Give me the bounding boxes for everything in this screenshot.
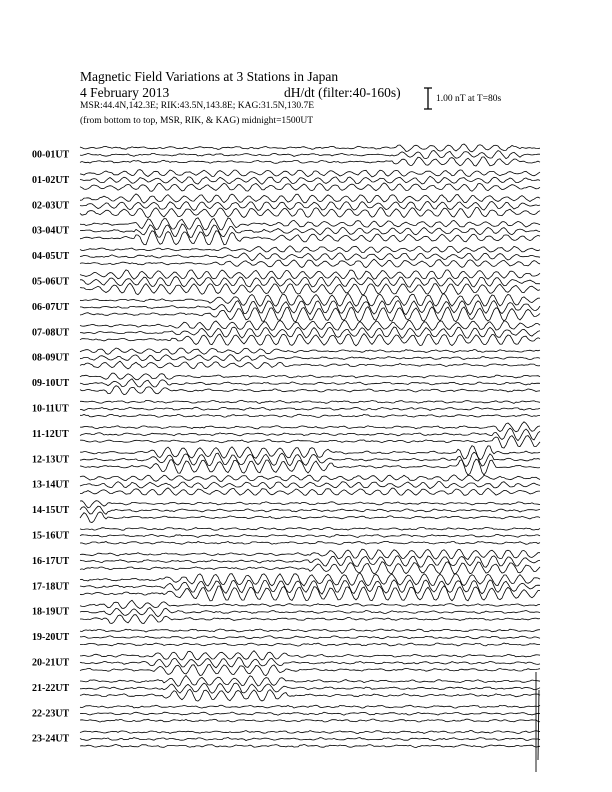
trace-rik-row-7 <box>80 327 540 338</box>
trace-kag-row-8 <box>80 348 540 354</box>
trace-kag-row-15 <box>80 527 540 530</box>
hour-label: 23-24UT <box>32 733 70 745</box>
trace-rik-row-13 <box>80 482 540 489</box>
trace-kag-row-4 <box>80 246 540 253</box>
trace-kag-row-2 <box>80 194 540 203</box>
hour-label: 04-05UT <box>32 251 70 263</box>
trace-kag-row-7 <box>80 320 540 330</box>
trace-kag-row-1 <box>80 170 540 177</box>
trace-rik-row-16 <box>80 556 540 568</box>
hour-label: 11-12UT <box>32 428 69 440</box>
trace-rik-row-22 <box>80 712 540 715</box>
hour-label: 10-11UT <box>32 403 69 415</box>
trace-kag-row-18 <box>80 600 540 608</box>
trace-kag-row-23 <box>80 731 540 734</box>
trace-msr-row-15 <box>80 541 540 544</box>
trace-kag-row-0 <box>80 144 540 152</box>
trace-kag-row-5 <box>80 270 540 279</box>
trace-msr-row-0 <box>80 157 540 166</box>
trace-msr-row-4 <box>80 259 540 267</box>
trace-rik-row-4 <box>80 253 540 261</box>
hour-label: 13-14UT <box>32 479 70 491</box>
trace-rik-row-10 <box>80 407 540 410</box>
trace-kag-row-14 <box>80 501 540 508</box>
scale-bar <box>424 88 432 109</box>
hour-label: 01-02UT <box>32 174 70 186</box>
trace-msr-row-22 <box>80 719 540 722</box>
scale-bar-label: 1.00 nT at T=80s <box>436 94 502 104</box>
hour-label: 09-10UT <box>32 378 70 390</box>
trace-msr-row-12 <box>80 459 540 475</box>
trace-msr-row-16 <box>80 562 540 574</box>
hour-label: 07-08UT <box>32 327 70 339</box>
trace-msr-row-2 <box>80 207 540 217</box>
trace-msr-row-11 <box>80 436 540 448</box>
trace-rik-row-18 <box>80 608 540 617</box>
trace-rik-row-8 <box>80 355 540 362</box>
hour-label: 19-20UT <box>32 632 70 644</box>
trace-kag-row-10 <box>80 400 540 403</box>
trace-msr-row-10 <box>80 414 540 417</box>
trace-kag-row-21 <box>80 676 540 687</box>
station-coordinates: MSR:44.4N,142.3E; RIK:43.5N,143.8E; KAG:31.5N,130.7E <box>80 101 315 111</box>
trace-rik-row-20 <box>80 658 540 668</box>
hour-label: 18-19UT <box>32 606 70 618</box>
hour-label: 22-23UT <box>32 708 70 720</box>
hour-label: 05-06UT <box>32 276 70 288</box>
hour-label: 08-09UT <box>32 352 70 364</box>
trace-msr-row-7 <box>80 334 540 346</box>
trace-msr-row-13 <box>80 488 540 495</box>
trace-rik-row-14 <box>80 506 540 514</box>
trace-kag-row-11 <box>80 422 540 432</box>
hour-label: 20-21UT <box>32 657 70 669</box>
trace-rik-row-12 <box>80 452 540 466</box>
stack-order-note: (from bottom to top, MSR, RIK, & KAG) midnight=1500UT <box>80 116 314 126</box>
hour-label: 06-07UT <box>32 301 70 313</box>
hour-label: 02-03UT <box>32 200 70 212</box>
trace-rik-row-11 <box>80 428 540 441</box>
trace-rik-row-23 <box>80 737 540 740</box>
chart-title: Magnetic Field Variations at 3 Stations in Japan <box>80 69 339 84</box>
trace-kag-row-9 <box>80 373 540 380</box>
trace-rik-row-2 <box>80 202 540 211</box>
hour-label: 14-15UT <box>32 505 70 517</box>
trace-msr-row-1 <box>80 183 540 191</box>
chart-component: dH/dt (filter:40-160s) <box>284 85 401 100</box>
trace-msr-row-9 <box>80 386 540 395</box>
trace-kag-row-3 <box>80 218 540 230</box>
trace-msr-row-14 <box>80 512 540 523</box>
trace-msr-row-19 <box>80 643 540 646</box>
trace-msr-row-3 <box>80 231 540 245</box>
trace-kag-row-16 <box>80 549 540 559</box>
hour-label: 03-04UT <box>32 225 70 237</box>
trace-msr-row-21 <box>80 689 540 701</box>
hour-label: 00-01UT <box>32 149 70 161</box>
trace-rik-row-15 <box>80 534 540 537</box>
trace-msr-row-8 <box>80 361 540 369</box>
hour-label: 21-22UT <box>32 682 70 694</box>
hour-label: 16-17UT <box>32 555 70 567</box>
trace-msr-row-20 <box>80 665 540 676</box>
trace-rik-row-9 <box>80 379 540 387</box>
trace-msr-row-18 <box>80 615 540 624</box>
trace-kag-row-19 <box>80 629 540 632</box>
trace-kag-row-20 <box>80 651 540 660</box>
trace-rik-row-21 <box>80 683 540 693</box>
trace-rik-row-1 <box>80 176 540 184</box>
trace-msr-row-17 <box>80 586 540 601</box>
trace-kag-row-6 <box>80 293 540 306</box>
trace-rik-row-19 <box>80 636 540 639</box>
trace-kag-row-22 <box>80 705 540 708</box>
trace-kag-row-13 <box>80 475 540 482</box>
hour-label: 15-16UT <box>32 530 70 542</box>
trace-msr-row-23 <box>80 744 540 747</box>
hour-label: 17-18UT <box>32 581 70 593</box>
spike-trace <box>536 672 539 772</box>
hour-label: 12-13UT <box>32 454 70 466</box>
trace-rik-row-17 <box>80 580 540 594</box>
chart-date: 4 February 2013 <box>80 85 170 100</box>
